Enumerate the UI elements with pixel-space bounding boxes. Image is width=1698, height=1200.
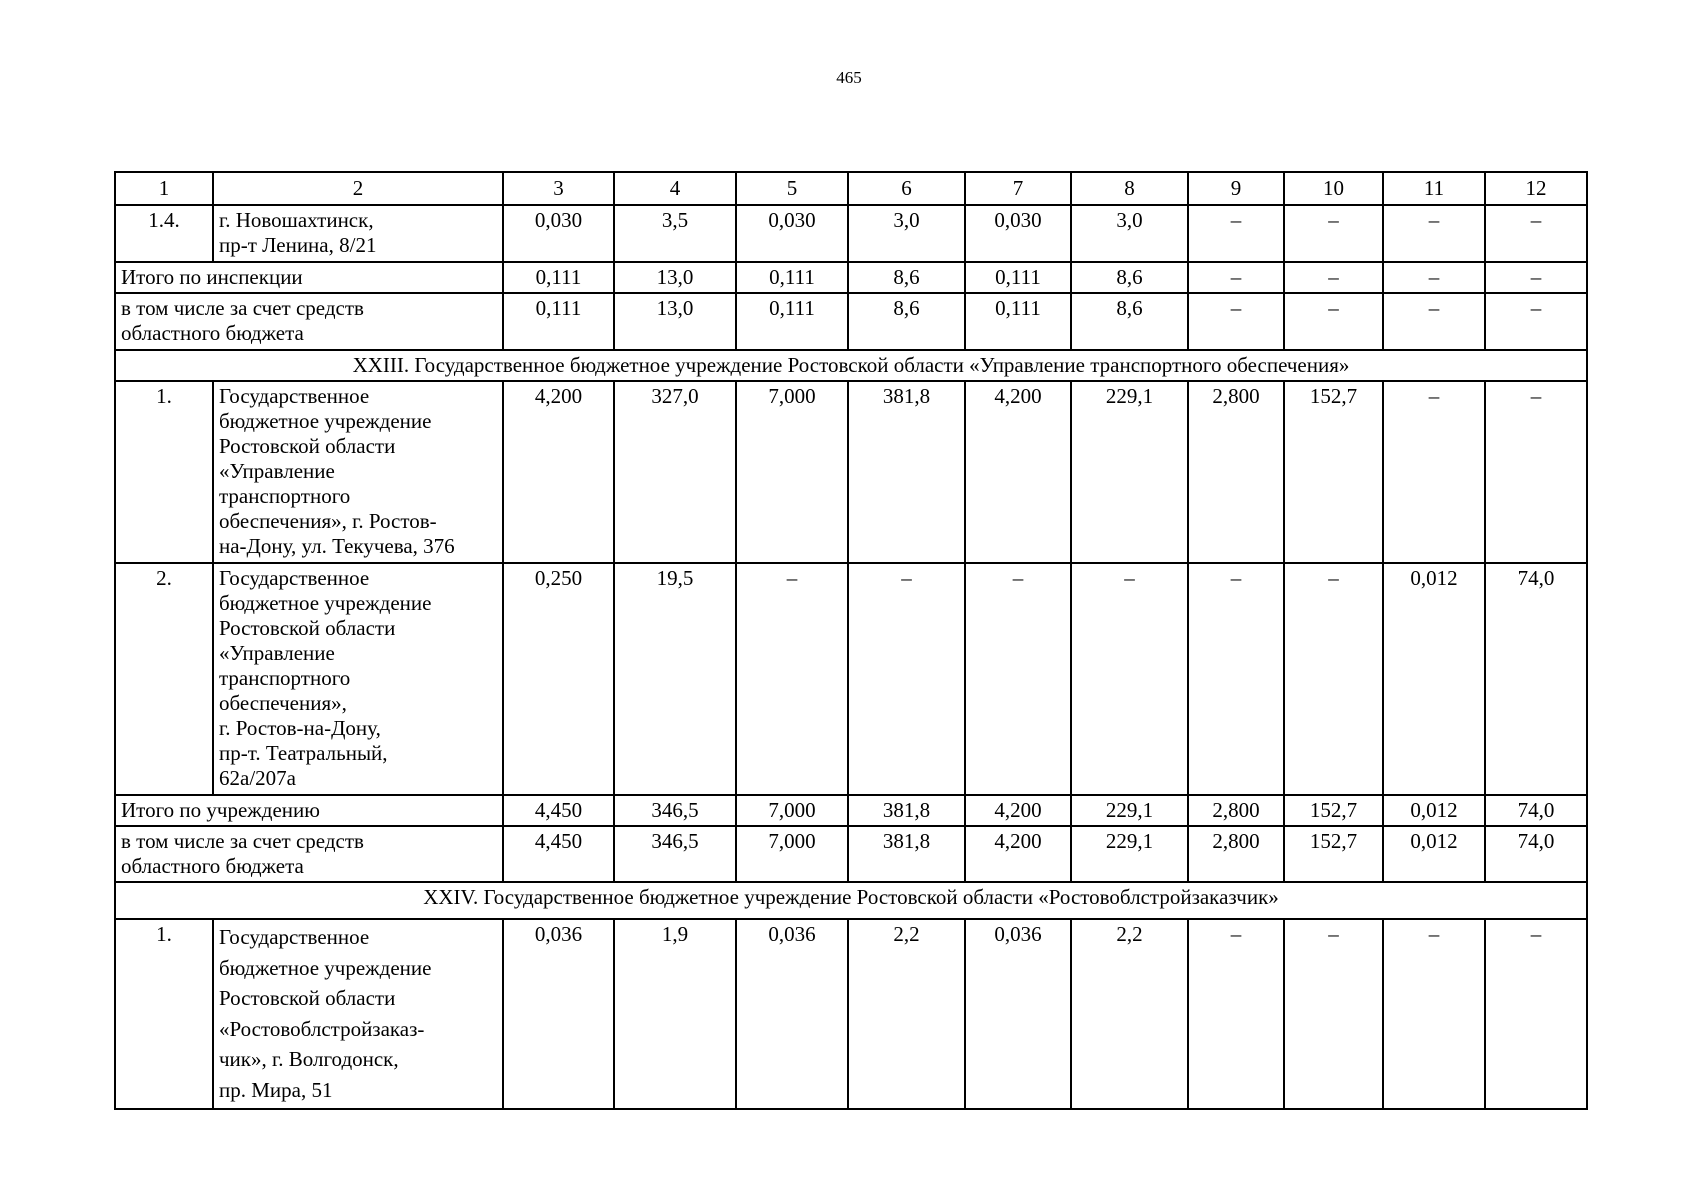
table-cell: – [1485,262,1587,293]
table-cell: 2,2 [848,919,965,1109]
table-cell: 0,111 [503,262,614,293]
table-cell: 8,6 [848,262,965,293]
table-cell: 3,5 [614,205,736,262]
table-cell: 7,000 [736,381,848,563]
table-cell: – [1188,919,1284,1109]
column-header: 9 [1188,172,1284,205]
column-header: 8 [1071,172,1188,205]
table-cell: 381,8 [848,826,965,882]
table-cell: 74,0 [1485,563,1587,795]
table-cell: 2,800 [1188,826,1284,882]
column-header: 1 [115,172,213,205]
column-header: 12 [1485,172,1587,205]
budget-table [114,171,1588,1110]
table-cell: 2,800 [1188,381,1284,563]
column-header: 7 [965,172,1071,205]
total-row [115,795,1587,826]
table-cell: 0,030 [965,205,1071,262]
table-cell: 229,1 [1071,795,1188,826]
table-cell: 229,1 [1071,381,1188,563]
table-cell: – [1383,919,1485,1109]
table-cell: – [1188,262,1284,293]
row-number: 1. [115,919,213,1109]
column-header: 6 [848,172,965,205]
total-label: в том числе за счет средств областного бюджета [115,826,503,882]
row-number: 2. [115,563,213,795]
table-cell: 0,012 [1383,795,1485,826]
table-cell: 152,7 [1284,826,1383,882]
table-cell: 0,250 [503,563,614,795]
table-cell: 13,0 [614,262,736,293]
table-cell: 8,6 [848,293,965,350]
total-row [115,293,1587,350]
column-header: 10 [1284,172,1383,205]
table-cell: 0,036 [503,919,614,1109]
table-cell: 4,450 [503,795,614,826]
row-number: 1. [115,381,213,563]
table-cell: 0,036 [736,919,848,1109]
table-cell: – [1284,563,1383,795]
row-name: Государственное бюджетное учреждение Ростовской области «Управление транспортного обеспечения», г. Ростов- на-Дону, ул. Текучева, 376 [213,381,503,563]
table-cell: 0,012 [1383,826,1485,882]
row-number: 1.4. [115,205,213,262]
total-label: в том числе за счет средств областного бюджета [115,293,503,350]
table-cell: 229,1 [1071,826,1188,882]
table-cell: 2,800 [1188,795,1284,826]
table-cell: – [1485,205,1587,262]
table-cell: – [1188,293,1284,350]
table-cell: 0,111 [965,293,1071,350]
table-cell: 0,111 [736,293,848,350]
table-cell: – [1383,262,1485,293]
table-cell: – [1284,262,1383,293]
table-cell: 74,0 [1485,826,1587,882]
row-name: г. Новошахтинск, пр-т Ленина, 8/21 [213,205,503,262]
total-label: Итого по учреждению [115,795,503,826]
table-cell: 8,6 [1071,262,1188,293]
column-header: 11 [1383,172,1485,205]
total-label: Итого по инспекции [115,262,503,293]
table-cell: 4,200 [503,381,614,563]
table-cell: 1,9 [614,919,736,1109]
table-cell: – [1284,919,1383,1109]
table-cell: – [1284,293,1383,350]
table-cell: 0,012 [1383,563,1485,795]
column-header: 2 [213,172,503,205]
row-name: Государственное бюджетное учреждение Ростовской области «Управление транспортного обеспечения», г. Ростов-на-Дону, пр-т. Театральный, 62а/207а [213,563,503,795]
table-cell: – [1485,293,1587,350]
table-cell: 381,8 [848,381,965,563]
table-cell: 0,036 [965,919,1071,1109]
table-cell: 3,0 [848,205,965,262]
section-title: XXIV. Государственное бюджетное учреждение Ростовской области «Ростовоблстройзаказчик» [115,882,1587,919]
table-cell: 0,111 [736,262,848,293]
page-number: 465 [836,68,862,87]
table-cell: 0,111 [965,262,1071,293]
table-cell: 0,030 [503,205,614,262]
table-cell: 152,7 [1284,381,1383,563]
table-row [115,381,1587,563]
table-cell: 4,200 [965,795,1071,826]
table-cell: 0,111 [503,293,614,350]
total-row [115,262,1587,293]
table-cell: – [1071,563,1188,795]
table-cell: 346,5 [614,826,736,882]
table-cell: – [1383,381,1485,563]
column-header: 5 [736,172,848,205]
column-header: 3 [503,172,614,205]
table-cell: 381,8 [848,795,965,826]
row-name: Государственное бюджетное учреждение Ростовской области «Ростовоблстройзаказ- чик», г. Волгодонск, пр. Мира, 51 [213,919,503,1109]
table-cell: 4,450 [503,826,614,882]
table-cell: – [1188,205,1284,262]
table-cell: – [848,563,965,795]
column-number-row [115,172,1587,205]
table-cell: 4,200 [965,826,1071,882]
table-cell: 327,0 [614,381,736,563]
table-cell: – [1188,563,1284,795]
column-header: 4 [614,172,736,205]
table-cell: – [736,563,848,795]
table-cell: – [1284,205,1383,262]
table-cell: – [1383,293,1485,350]
table-row [115,919,1587,1109]
table-cell: 0,030 [736,205,848,262]
table-cell: – [965,563,1071,795]
table-cell: 2,2 [1071,919,1188,1109]
table-cell: 7,000 [736,795,848,826]
section-row [115,882,1587,919]
total-row [115,826,1587,882]
table-cell: 152,7 [1284,795,1383,826]
table-cell: 13,0 [614,293,736,350]
table-cell: 4,200 [965,381,1071,563]
table-cell: 74,0 [1485,795,1587,826]
table-cell: – [1485,381,1587,563]
table-cell: 346,5 [614,795,736,826]
table-cell: – [1485,919,1587,1109]
table-cell: 8,6 [1071,293,1188,350]
table-cell: – [1383,205,1485,262]
section-title: XXIII. Государственное бюджетное учреждение Ростовской области «Управление транспортного обеспечения» [115,350,1587,381]
section-row [115,350,1587,381]
table-row [115,205,1587,262]
table-cell: 19,5 [614,563,736,795]
table-row [115,563,1587,795]
table-cell: 3,0 [1071,205,1188,262]
table-cell: 7,000 [736,826,848,882]
